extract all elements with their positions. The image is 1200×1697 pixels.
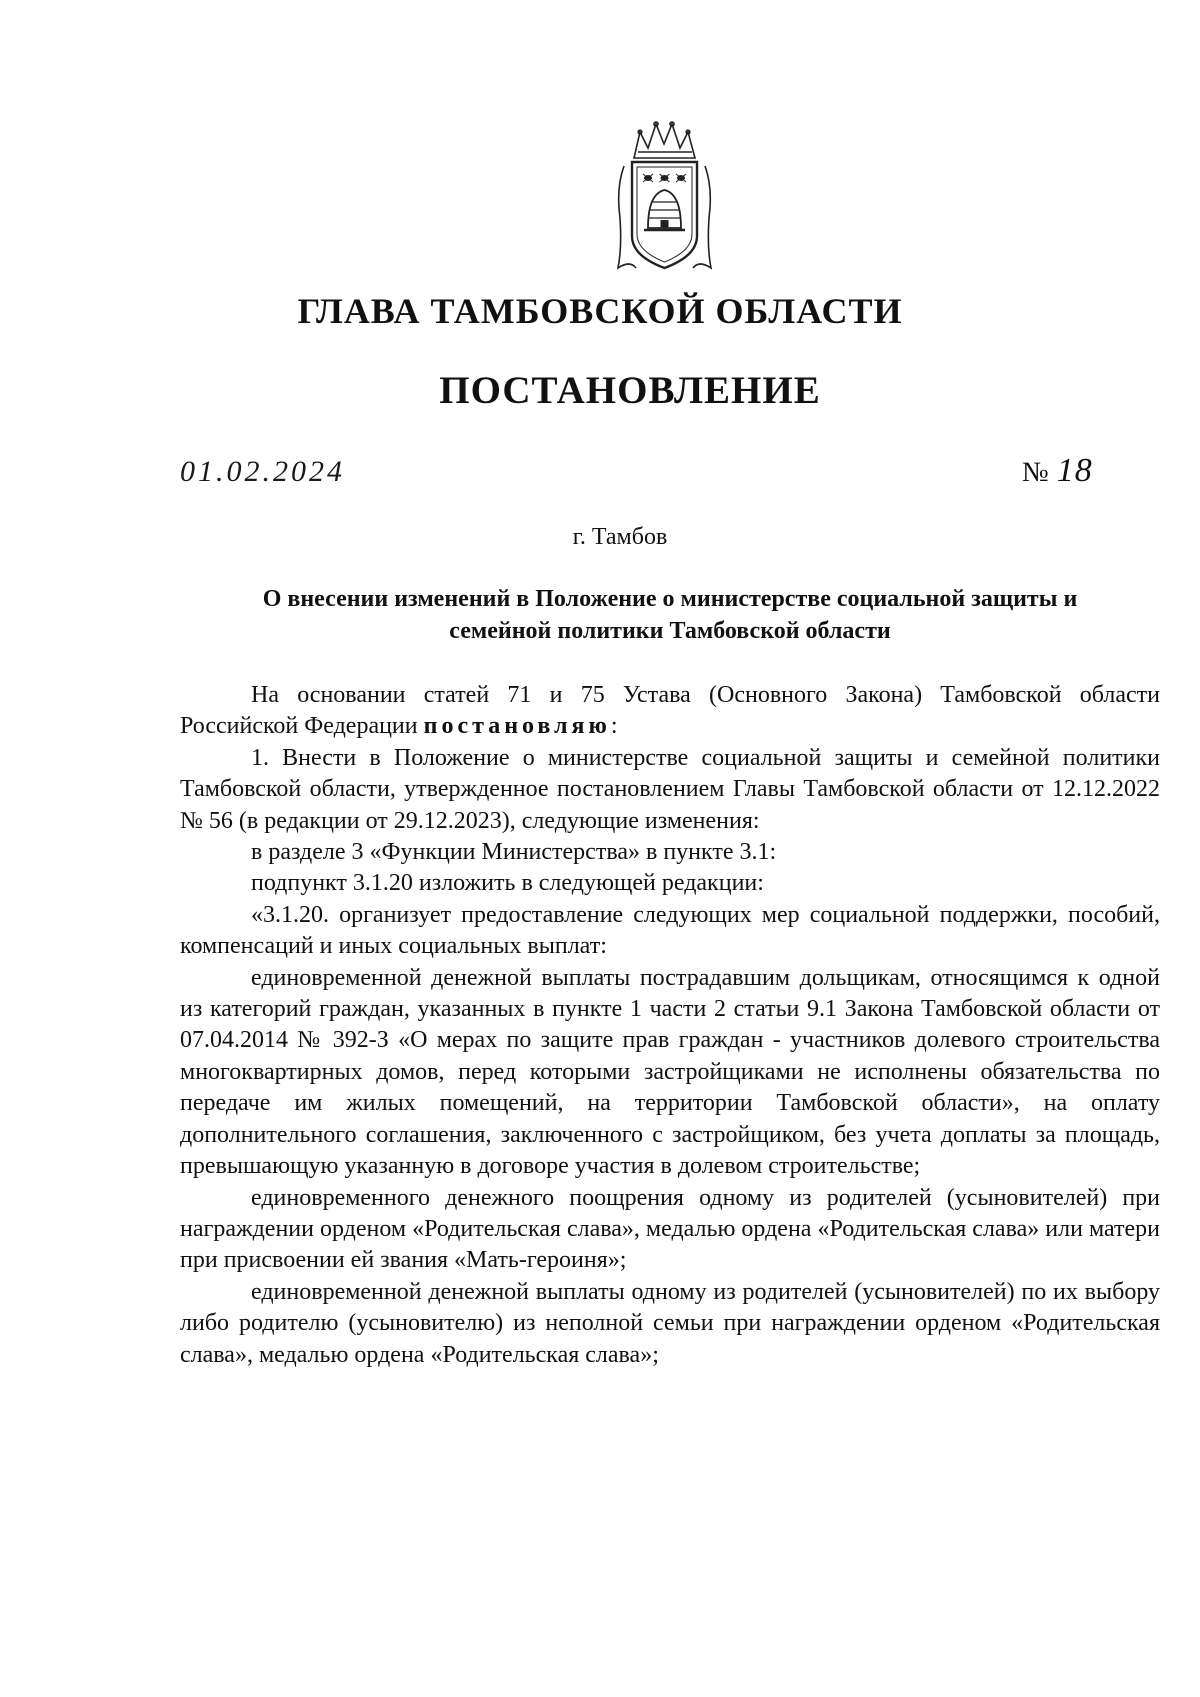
subject-line-1: О внесении изменений в Положение о министерстве социальной защиты и bbox=[262, 586, 1078, 612]
paragraph-3-1-20: «3.1.20. организует предоставление следующих мер социальной поддержки, пособий, компенсаций и иных социальных выплат: bbox=[180, 901, 1160, 960]
basis-text: На основании статей 71 и 75 Устава (Основного Закона) Тамбовской области Российской Федерации bbox=[180, 682, 1160, 740]
paragraph-shareholders-payment: единовременной денежной выплаты пострадавшим дольщикам, относящимся к одной из категорий граждан, указанных в пункте 1 части 2 статьи 9.1 Закона Тамбовской области от 07.04.2014 № 392-З «О мерах по защите прав граждан - участников долевого строительства многоквартирных домов, перед которыми застройщиками не исполнены обязательства по передаче им жилых помещений, на территории Тамбовской области», на оплату дополнительного соглашения, заключенного с застройщиком, без учета доплаты за площадь, превышающую указанную в договоре участия в долевом строительстве; bbox=[180, 964, 1160, 1180]
paragraph-subitem: подпункт 3.1.20 изложить в следующей редакции: bbox=[251, 870, 764, 897]
city-line: г. Тамбов bbox=[572, 524, 668, 550]
document-subject bbox=[180, 583, 1160, 647]
document-type-title: ПОСТАНОВЛЕНИЕ bbox=[439, 369, 821, 412]
document-number bbox=[1022, 452, 1093, 490]
document-body bbox=[180, 680, 1160, 1371]
paragraph-parental-glory-reward: единовременного денежного поощрения одному из родителей (усыновителей) при награждении орденом «Родительская слава», медалью ордена «Родительская слава» или матери при присвоении ей звания «Мать-героиня»; bbox=[180, 1184, 1160, 1274]
subject-line-2: семейной политики Тамбовской области bbox=[449, 618, 891, 644]
coat-of-arms-emblem bbox=[612, 118, 717, 283]
issuing-authority: ГЛАВА ТАМБОВСКОЙ ОБЛАСТИ bbox=[297, 291, 903, 331]
document-date: 01.02.2024 bbox=[180, 455, 345, 488]
number-label: № bbox=[1022, 457, 1049, 488]
number-value: 18 bbox=[1056, 452, 1093, 489]
paragraph-parental-glory-payment: единовременной денежной выплаты одному из родителей (усыновителей) по их выбору либо родителю (усыновителю) из неполной семьи при награждении орденом «Родительская слава», медалью ордена «Родительская слава»; bbox=[180, 1278, 1160, 1368]
basis-end: : bbox=[610, 713, 618, 740]
paragraph-section-3: в разделе 3 «Функции Министерства» в пункте 3.1: bbox=[251, 839, 777, 866]
paragraph-basis bbox=[180, 680, 1160, 743]
paragraph-item-1: 1. Внести в Положение о министерстве социальной защиты и семейной политики Тамбовской области, утвержденное постановлением Главы Тамбовской области от 12.12.2022 № 56 (в редакции от 29.12.2023), следующие изменения: bbox=[180, 744, 1160, 834]
decree-keyword: постановляю bbox=[423, 713, 611, 740]
